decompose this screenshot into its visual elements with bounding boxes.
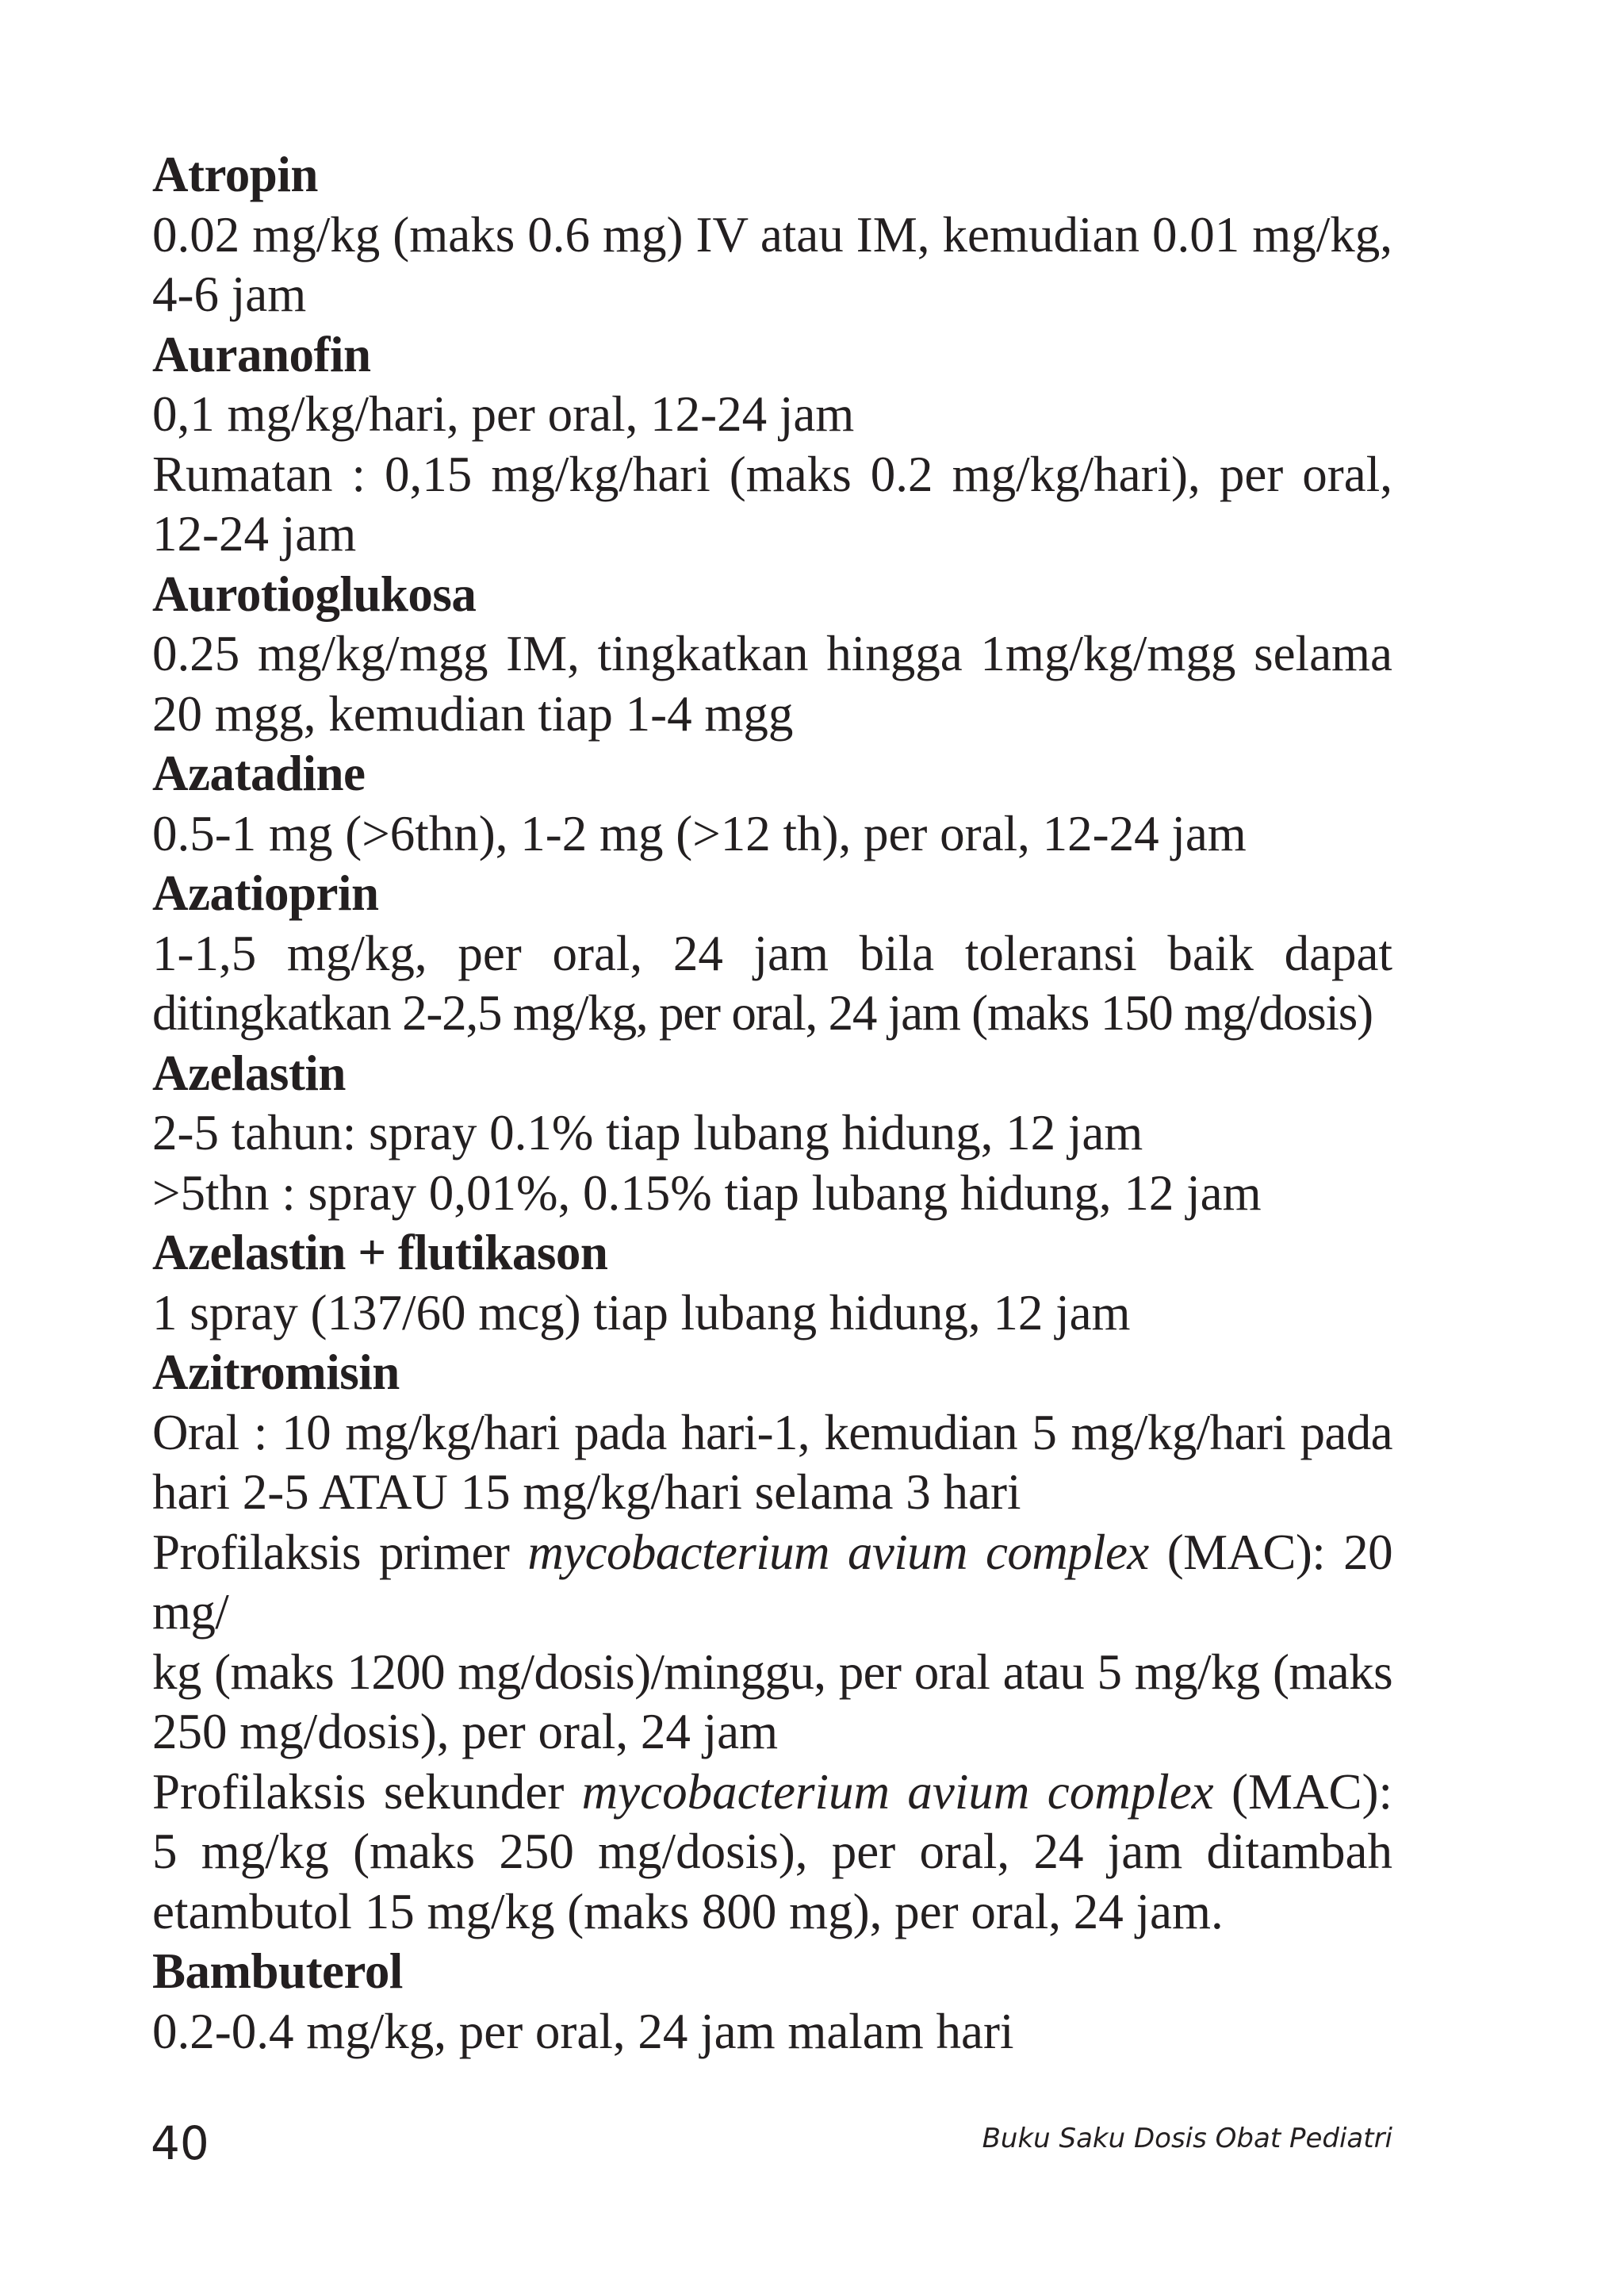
drug-entry-azatioprin [152,864,1392,1044]
dosage-line: etambutol 15 mg/kg (maks 800 mg), per oral, 24 jam. [152,1883,1224,1939]
prophylaxis-primary-line [152,1523,1392,1643]
organism-name: mycobacterium avium complex [581,1763,1214,1820]
drug-name: Azatioprin [152,865,379,921]
dosage-line: 0.2-0.4 mg/kg, per oral, 24 jam malam hari [152,2003,1014,2059]
drug-name: Bambuterol [152,1943,403,1999]
dosage-line: >5thn : spray 0,01%, 0.15% tiap lubang hidung, 12 jam [152,1164,1262,1221]
dosage-line: Oral : 10 mg/kg/hari pada hari-1, kemudian 5 mg/kg/hari pada [152,1404,1392,1460]
drug-name: Auranofin [152,326,371,382]
dosage-line: 0,1 mg/kg/hari, per oral, 12-24 jam [152,386,855,442]
dosage-line: 20 mgg, kemudian tiap 1-4 mgg [152,685,794,742]
organism-name: mycobacterium avium complex [527,1524,1149,1580]
drug-entry-auranofin [152,325,1392,565]
drug-name: Azatadine [152,746,366,801]
book-title-footer: Buku Saku Dosis Obat Pediatri [982,2123,1392,2154]
prophylaxis-tail: (MAC): [1213,1763,1393,1820]
dosage-line: 12-24 jam [152,506,357,562]
dosage-line: 0.5-1 mg (>6thn), 1-2 mg (>12 th), per oral, 12-24 jam [152,805,1247,861]
drug-entry-azitromisin [152,1343,1392,1942]
dosage-line: 0.02 mg/kg (maks 0.6 mg) IV atau IM, kemudian 0.01 mg/kg, [152,206,1392,263]
page-number: 40 [151,2116,209,2170]
prophylaxis-lead: Profilaksis sekunder [152,1763,582,1820]
dosage-line: 250 mg/dosis), per oral, 24 jam [152,1704,779,1759]
dosage-line: ditingkatkan 2-2,5 mg/kg, per oral, 24 jam (maks 150 mg/dosis) [152,985,1373,1041]
prophylaxis-tail: (MAC): 20 mg/ [152,1524,1392,1640]
drug-name: Azelastin [152,1045,346,1101]
drug-dosage-list [152,145,1392,2062]
dosage-line: Rumatan : 0,15 mg/kg/hari (maks 0.2 mg/kg/hari), per oral, [152,446,1392,502]
drug-name: Azelastin + flutikason [152,1225,608,1280]
drug-entry-azelastin [152,1044,1392,1224]
drug-name: Atropin [152,147,318,202]
prophylaxis-lead: Profilaksis primer [152,1524,528,1580]
drug-entry-azatadine [152,744,1392,864]
dosage-line: 1-1,5 mg/kg, per oral, 24 jam bila toleransi baik dapat [152,925,1392,981]
dosage-line: 2-5 tahun: spray 0.1% tiap lubang hidung, 12 jam [152,1105,1143,1160]
drug-name: Aurotioglukosa [152,566,477,622]
dosage-line: kg (maks 1200 mg/dosis)/minggu, per oral atau 5 mg/kg (maks [152,1644,1392,1700]
drug-entry-atropin [152,145,1392,325]
dosage-line: 1 spray (137/60 mcg) tiap lubang hidung, 12 jam [152,1284,1131,1341]
drug-entry-aurotioglukosa [152,565,1392,745]
drug-entry-azelastin-flutikason [152,1223,1392,1343]
dosage-line: 0.25 mg/kg/mgg IM, tingkatkan hingga 1mg/kg/mgg selama [152,626,1392,681]
dosage-line: 5 mg/kg (maks 250 mg/dosis), per oral, 24 jam ditambah [152,1824,1392,1879]
dosage-line: 4-6 jam [152,267,307,322]
dosage-line: hari 2-5 ATAU 15 mg/kg/hari selama 3 hari [152,1464,1021,1520]
drug-entry-bambuterol [152,1942,1392,2062]
prophylaxis-secondary-line [152,1763,1392,1823]
drug-name: Azitromisin [152,1344,400,1400]
